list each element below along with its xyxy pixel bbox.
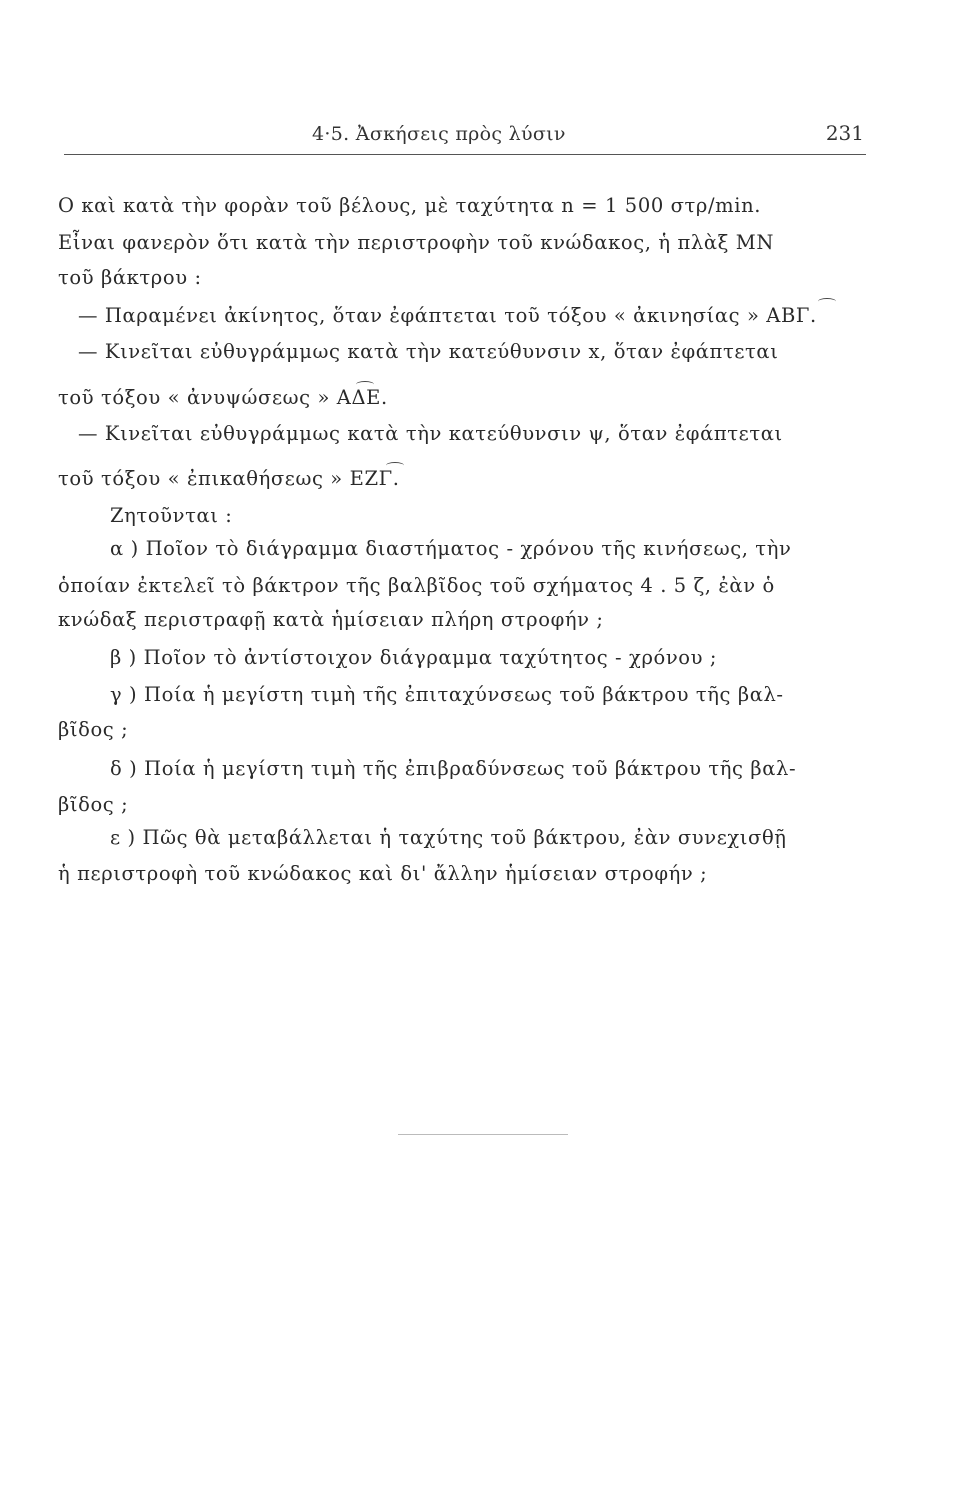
text-line: — Κινεῖται εὐθυγράμμως κατὰ τὴν κατεύθυνσιν ψ, ὅταν ἐφάπτεται — [78, 422, 783, 445]
text-line: τοῦ τόξου « ἀνυψώσεως » ΑΔΕ. — [58, 386, 388, 409]
text-line: Εἶναι φανερὸν ὅτι κατὰ τὴν περιστροφὴν τοῦ κνώδακος, ἡ πλὰξ ΜΝ — [58, 231, 774, 254]
text-line: — Κινεῖται εὐθυγράμμως κατὰ τὴν κατεύθυνσιν x, ὅταν ἐφάπτεται — [78, 340, 779, 363]
arc-mark-ade — [356, 381, 374, 388]
text-line: βῖδος ; — [58, 718, 129, 741]
text-line: ἡ περιστροφὴ τοῦ κνώδακος καὶ δι' ἄλλην ἡμίσειαν στροφήν ; — [58, 862, 708, 885]
text-line: — Παραμένει ἀκίνητος, ὅταν ἐφάπτεται τοῦ τόξου « ἀκινησίας » ΑΒΓ. — [78, 304, 817, 327]
text-line: ε ) Πῶς θὰ μεταβάλλεται ἡ ταχύτης τοῦ βάκτρου, ἐὰν συνεχισθῇ — [110, 826, 787, 849]
text-line: βῖδος ; — [58, 793, 129, 816]
text-line: β ) Ποῖον τὸ ἀντίστοιχον διάγραμμα ταχύτητος - χρόνου ; — [110, 646, 718, 669]
section-title: 4·5. Ἀσκήσεις πρὸς λύσιν — [312, 123, 566, 145]
text-line: τοῦ βάκτρου : — [58, 266, 202, 289]
text-line: κνώδαξ περιστραφῇ κατὰ ἡμίσειαν πλήρη στροφήν ; — [58, 608, 604, 631]
arc-mark-ezg — [386, 462, 404, 469]
text-line: ὁποίαν ἐκτελεῖ τὸ βάκτρον τῆς βαλβῖδος τοῦ σχήματος 4 . 5 ζ, ἐὰν ὁ — [58, 574, 775, 597]
text-line: τοῦ τόξου « ἐπικαθήσεως » ΕΖΓ. — [58, 467, 400, 490]
page-number: 231 — [825, 121, 864, 145]
divider — [398, 1134, 568, 1135]
arc-mark-abg — [818, 298, 836, 305]
running-header — [64, 120, 866, 155]
text-line: Ο καὶ κατὰ τὴν φορὰν τοῦ βέλους, μὲ ταχύτητα n = 1 500 στρ/min. — [58, 194, 762, 217]
text-line: α ) Ποῖον τὸ διάγραμμα διαστήματος - χρόνου τῆς κινήσεως, τὴν — [110, 537, 792, 560]
text-line: δ ) Ποία ἡ μεγίστη τιμὴ τῆς ἐπιβραδύνσεως τοῦ βάκτρου τῆς βαλ- — [110, 757, 797, 780]
text-line: Ζητοῦνται : — [110, 504, 233, 527]
text-line: γ ) Ποία ἡ μεγίστη τιμὴ τῆς ἐπιταχύνσεως τοῦ βάκτρου τῆς βαλ- — [110, 683, 784, 706]
